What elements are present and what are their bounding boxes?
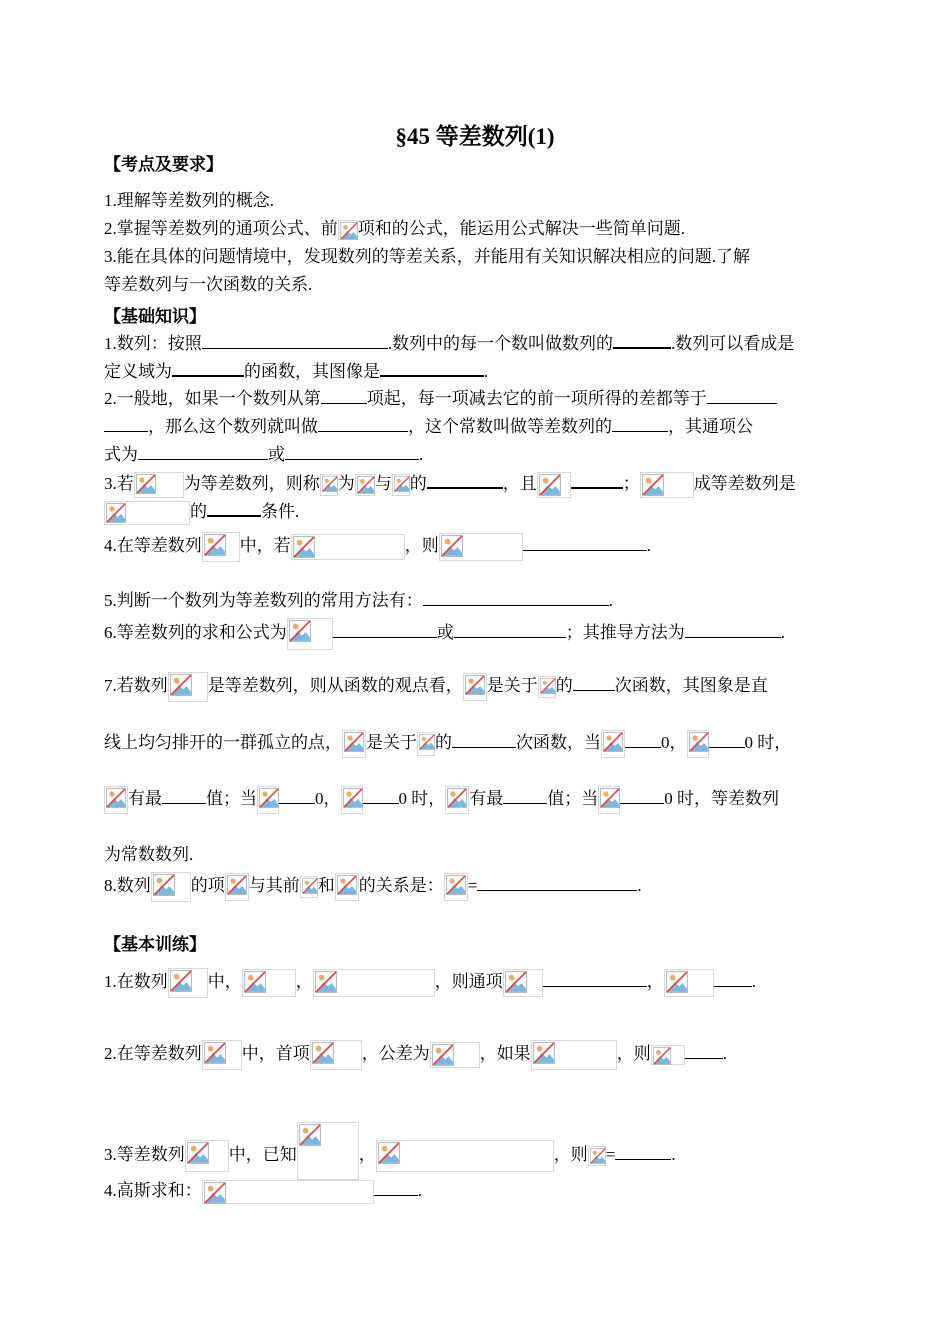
text: 3.若 <box>104 474 134 493</box>
text: 1.在数列 <box>104 971 168 991</box>
blank <box>172 358 244 377</box>
text: ，其通项公 <box>668 417 753 436</box>
text: 值；当 <box>206 789 257 808</box>
formula-image-icon <box>531 1040 617 1070</box>
basic-line-8 <box>104 532 651 562</box>
text: 2.在等差数列 <box>104 1043 202 1063</box>
text: 是关于 <box>366 733 417 752</box>
formula-image-icon <box>355 474 375 496</box>
text: 2.一般地，如果一个数列从第 <box>104 389 321 408</box>
text: 次函数，其图象是直 <box>614 675 768 695</box>
text: 次函数，当 <box>516 733 601 752</box>
text: 是等差数列，则从函数的观点看， <box>207 675 463 695</box>
formula-image-icon <box>439 533 523 561</box>
text: 有最 <box>469 789 504 808</box>
formula-image-icon <box>300 876 318 898</box>
text: ， <box>646 971 664 991</box>
formula-image-icon <box>338 220 358 240</box>
text: 的函数，其图像是 <box>244 362 380 381</box>
text: ，那么这个数列就叫做 <box>148 417 318 436</box>
blank <box>620 786 664 804</box>
text: 0 时， <box>398 789 446 808</box>
blank <box>571 470 623 489</box>
formula-image-icon <box>417 732 435 756</box>
blank <box>318 414 408 432</box>
text: 6.等差数列的求和公式为 <box>104 622 287 642</box>
text: 0 时， <box>744 733 792 752</box>
text: . <box>608 591 613 610</box>
text: = <box>605 1145 616 1164</box>
text: 3.能在具体的问题情境中，发现数列的等差关系，并能用有关知识解决相应的问题.了解 <box>104 247 750 266</box>
blank <box>685 620 781 638</box>
blank <box>202 331 388 349</box>
train-line-3 <box>104 1122 676 1180</box>
text: . <box>751 971 756 991</box>
formula-image-icon <box>202 1180 374 1204</box>
formula-image-icon <box>588 1146 606 1166</box>
req-line-3 <box>104 244 750 270</box>
text: 的 <box>409 474 427 493</box>
blank <box>714 969 752 987</box>
formula-image-icon <box>430 1042 480 1068</box>
formula-image-icon <box>342 730 366 758</box>
blank <box>162 786 206 804</box>
formula-image-icon <box>287 618 333 650</box>
formula-image-icon <box>104 786 128 814</box>
text: 或 <box>436 622 454 642</box>
basic-line-9 <box>104 588 613 614</box>
text: 的关系是： <box>358 875 444 895</box>
formula-image-icon <box>444 873 468 901</box>
formula-image-icon <box>687 730 709 758</box>
text: 中，若 <box>239 535 291 555</box>
text: 定义域为 <box>104 362 172 381</box>
formula-image-icon <box>225 873 249 901</box>
text: ，这个常数叫做等差数列的 <box>408 417 612 436</box>
formula-image-icon <box>185 1140 229 1172</box>
text: . <box>722 1043 727 1063</box>
formula-image-icon <box>335 873 359 901</box>
basic-line-2 <box>104 358 488 385</box>
page-title: §45 等差数列(1) <box>395 124 555 149</box>
text: 1.理解等差数列的概念. <box>104 191 274 210</box>
formula-image-icon <box>297 1122 359 1180</box>
text: ，则 <box>616 1043 651 1063</box>
blank <box>625 730 661 748</box>
text: . <box>417 1181 422 1200</box>
text: 1.数列：按照 <box>104 334 202 353</box>
text: 4.在等差数列 <box>104 535 202 555</box>
formula-image-icon <box>168 968 208 998</box>
text: . <box>780 622 785 642</box>
blank <box>543 969 647 987</box>
text: 2.掌握等差数列的通项公式、前 <box>104 219 338 238</box>
text: ，则 <box>553 1145 588 1164</box>
text: 3.等差数列 <box>104 1145 185 1164</box>
text: 或 <box>268 445 285 464</box>
blank <box>207 498 261 517</box>
blank <box>503 786 547 804</box>
blank <box>279 786 315 804</box>
blank <box>138 442 268 460</box>
text: 与 <box>374 474 392 493</box>
section-heading-training: 【基本训练】 <box>104 935 206 954</box>
formula-image-icon <box>134 472 184 498</box>
text: 项起，每一项减去它的前一项所得的差都等于 <box>366 389 707 408</box>
text: . <box>637 875 642 895</box>
text: 中，已知 <box>228 1145 297 1164</box>
text: 为等差数列，则称 <box>183 474 320 493</box>
blank <box>707 386 777 404</box>
section-heading-basics: 【基础知识】 <box>104 307 206 326</box>
text: . <box>484 362 489 381</box>
basic-line-14 <box>104 842 193 868</box>
text: ，如果 <box>479 1043 531 1063</box>
blank <box>423 588 609 606</box>
formula-image-icon <box>445 786 469 814</box>
blank <box>685 1041 723 1059</box>
formula-image-icon <box>104 501 190 525</box>
text: 成等差数列是 <box>693 474 796 493</box>
basic-line-15 <box>104 872 642 902</box>
text: 项和的公式，能运用公式解决一些简单问题. <box>357 219 685 238</box>
section-heading-requirements: 【考点及要求】 <box>104 155 223 174</box>
text: . <box>419 445 424 464</box>
formula-image-icon <box>598 786 620 814</box>
formula-image-icon <box>151 872 191 902</box>
text: 为 <box>337 474 355 493</box>
formula-image-icon <box>310 1040 362 1070</box>
req-line-2 <box>104 216 685 242</box>
text: = <box>467 875 478 895</box>
text: ；其推导方法为 <box>565 622 685 642</box>
train-line-2 <box>104 1040 727 1070</box>
text: ， <box>295 971 313 991</box>
text: .数列可以看成是 <box>671 334 795 353</box>
basic-line-11 <box>104 672 768 702</box>
text: 等差数列与一次函数的关系. <box>104 275 313 294</box>
blank <box>709 730 745 748</box>
basic-line-3 <box>104 386 777 412</box>
text: ，公差为 <box>361 1043 430 1063</box>
formula-image-icon <box>537 472 571 498</box>
basic-line-13 <box>104 786 779 814</box>
text: 式为 <box>104 445 138 464</box>
req-line-4 <box>104 272 312 298</box>
formula-image-icon <box>538 676 556 698</box>
blank <box>477 873 637 891</box>
text: 条件. <box>261 502 300 521</box>
text: 的项 <box>190 875 225 895</box>
text: .数列中的每一个数叫做数列的 <box>387 334 613 353</box>
text: 值；当 <box>547 789 599 808</box>
formula-image-icon <box>376 1140 554 1172</box>
blank <box>613 330 671 349</box>
text: 和 <box>317 875 335 895</box>
blank <box>573 673 615 691</box>
text: 0， <box>661 733 687 752</box>
formula-image-icon <box>202 1040 242 1070</box>
text: . <box>671 1145 676 1164</box>
text: ，则 <box>404 535 439 555</box>
basic-line-10 <box>104 618 785 650</box>
text: 的 <box>555 675 573 695</box>
formula-image-icon <box>313 969 435 997</box>
blank <box>454 620 566 638</box>
formula-image-icon <box>640 472 694 498</box>
formula-image-icon <box>503 969 543 997</box>
blank <box>104 414 148 432</box>
basic-line-1 <box>104 330 794 357</box>
formula-image-icon <box>392 474 410 496</box>
blank <box>452 730 516 748</box>
basic-line-6 <box>104 470 796 498</box>
formula-image-icon <box>341 786 363 814</box>
text: ，且 <box>502 474 537 493</box>
text: 与其前 <box>248 875 300 895</box>
formula-image-icon <box>242 969 296 997</box>
basic-line-5 <box>104 442 423 468</box>
text: ； <box>622 474 640 493</box>
train-line-1 <box>104 968 756 998</box>
text: 7.若数列 <box>104 675 168 695</box>
blank <box>285 442 419 460</box>
text: 中，首项 <box>241 1043 310 1063</box>
formula-image-icon <box>291 534 405 560</box>
formula-image-icon <box>202 532 240 562</box>
blank <box>374 1178 418 1196</box>
basic-line-4 <box>104 414 753 440</box>
text: 的 <box>435 733 452 752</box>
text: 8.数列 <box>104 875 151 895</box>
blank <box>615 1142 671 1160</box>
blank <box>333 620 437 638</box>
text: ， <box>358 1145 376 1164</box>
formula-image-icon <box>320 474 338 496</box>
formula-image-icon <box>664 969 714 997</box>
basic-line-7 <box>104 498 299 525</box>
text: 的 <box>190 502 207 521</box>
blank <box>523 533 647 551</box>
text: 4.高斯求和： <box>104 1181 202 1200</box>
blank <box>612 414 668 432</box>
formula-image-icon <box>651 1045 685 1065</box>
blank <box>363 786 399 804</box>
text: 中， <box>207 971 242 991</box>
formula-image-icon <box>463 673 487 701</box>
blank <box>427 470 503 489</box>
formula-image-icon <box>601 730 625 758</box>
text: 有最 <box>128 789 162 808</box>
text: . <box>646 535 651 555</box>
blank <box>380 358 484 377</box>
basic-line-12 <box>104 730 791 758</box>
text: 是关于 <box>486 675 538 695</box>
text: 0， <box>315 789 341 808</box>
formula-image-icon <box>257 786 279 814</box>
blank <box>321 386 367 404</box>
text: 为常数数列. <box>104 845 194 864</box>
text: ，则通项 <box>434 971 503 991</box>
text: 线上均匀排开的一群孤立的点， <box>104 733 342 752</box>
req-line-1 <box>104 188 274 214</box>
formula-image-icon <box>168 672 208 702</box>
text: 0 时，等差数列 <box>664 789 779 808</box>
train-line-4 <box>104 1178 422 1204</box>
text: 5.判断一个数列为等差数列的常用方法有： <box>104 591 423 610</box>
